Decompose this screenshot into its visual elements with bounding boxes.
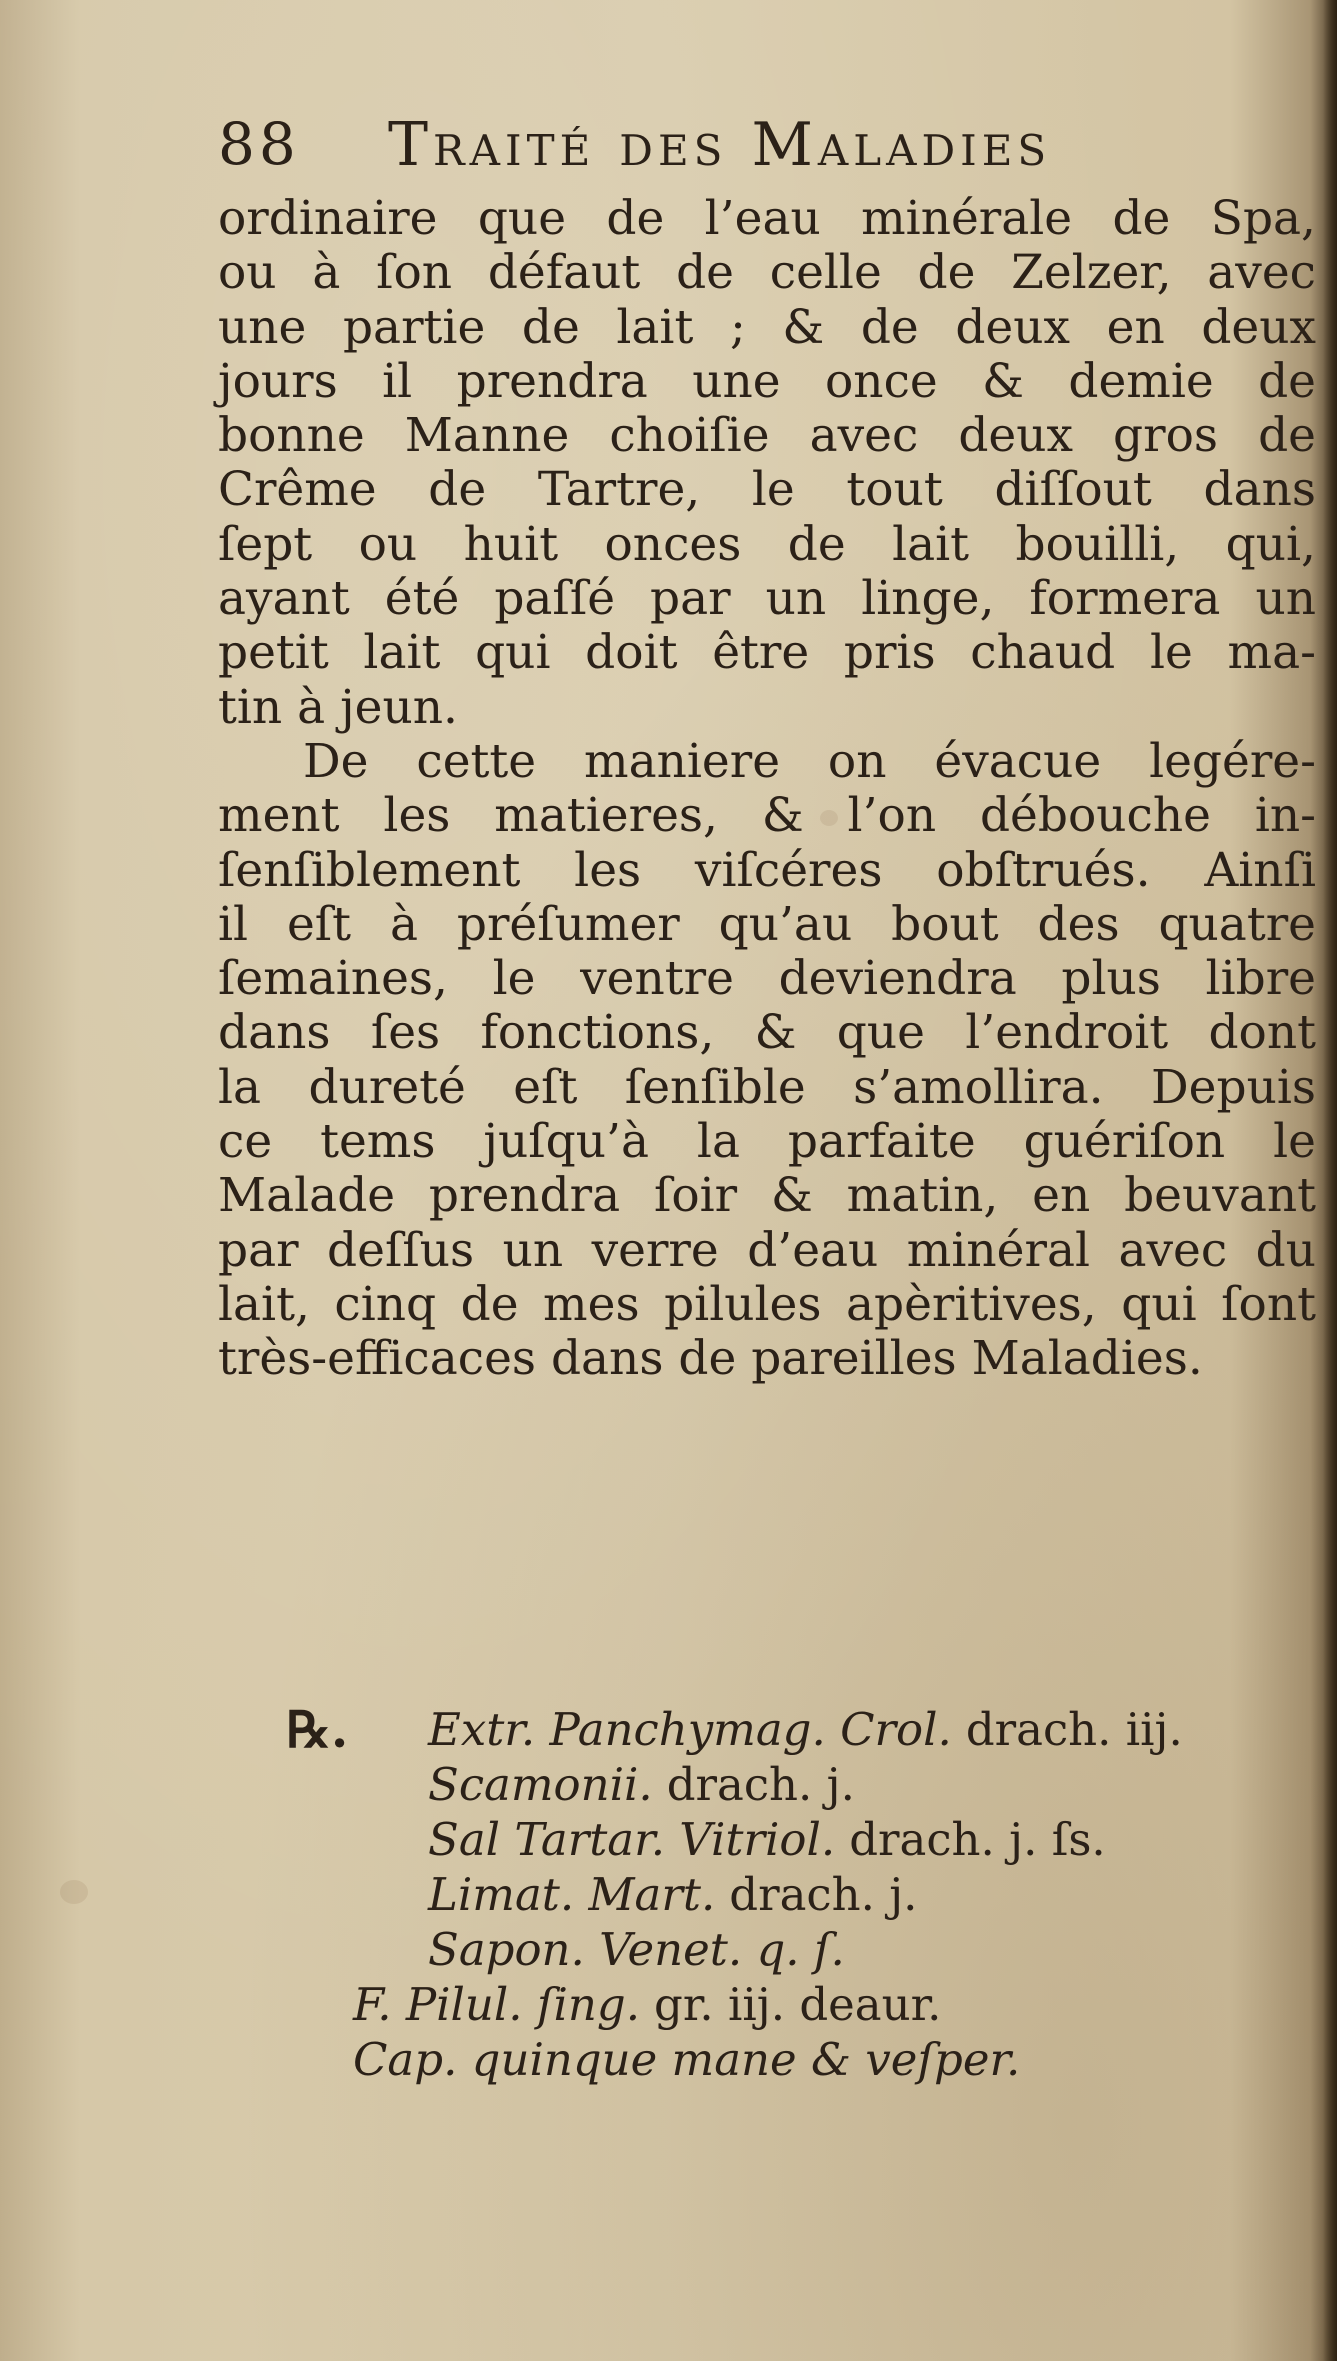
recipe-ingredient [428, 1867, 917, 1922]
recipe-ingredient [428, 1757, 855, 1812]
text-line: jours il prendra une once & demie de [218, 353, 1316, 409]
recipe-symbol: ℞. [286, 1700, 349, 1759]
text-line: tin à jeun. [218, 679, 458, 735]
ingredient-amount: drach. j. [729, 1868, 918, 1921]
recipe-ingredient [353, 2032, 1034, 2087]
recipe-line [218, 1702, 1318, 1757]
ingredient-amount: drach. j. [666, 1758, 855, 1811]
text-line: ment les matieres, & l’on débouche in- [218, 788, 1316, 844]
text-line: petit lait qui doit être pris chaud le ma- [218, 625, 1316, 681]
recipe-ingredient [353, 1977, 941, 2032]
ingredient-amount: drach. j. ſs. [849, 1813, 1106, 1866]
ingredient-name: Scamonii. [428, 1758, 653, 1811]
text-line: Malade prendra ſoir & matin, en beuvant [218, 1168, 1316, 1224]
ingredient-name: Sal Tartar. Vitriol. [428, 1813, 836, 1866]
recipe-line [218, 1812, 1318, 1867]
recipe-ingredient [428, 1812, 1106, 1867]
page-edge-shadow [1323, 0, 1337, 2361]
text-line: il eſt à préſumer qu’au bout des quatre [218, 896, 1316, 952]
ingredient-amount: drach. iij. [965, 1703, 1183, 1756]
text-line: ordinaire que de l’eau minérale de Spa, [218, 191, 1316, 246]
text-line: ſept ou huit onces de lait bouilli, qui, [218, 516, 1316, 572]
ingredient-name: Sapon. Venet. q. ſ. [428, 1923, 845, 1976]
text-line: lait, cinq de mes pilules apèritives, qui ſont [218, 1276, 1316, 1332]
text-line: dans ſes fonctions, & que l’endroit dont [218, 1005, 1316, 1061]
text-line: bonne Manne choiſie avec deux gros de [218, 408, 1316, 464]
text-line: ſenſiblement les viſcéres obſtrués. Ainſi [218, 842, 1316, 898]
text-line: une partie de lait ; & de deux en deux [218, 299, 1316, 355]
page-number: 88 [218, 110, 300, 178]
recipe-line [218, 1867, 1318, 1922]
recipe-line [218, 1977, 1318, 2032]
recipe-ingredient [428, 1702, 1183, 1757]
text-line: ayant été paſſé par un linge, formera un [218, 571, 1316, 627]
recipe-ingredient [428, 1922, 859, 1977]
ingredient-name: Cap. quinque mane & veſper. [353, 2033, 1021, 2086]
recipe-line [218, 2032, 1318, 2087]
text-line: ou à ſon défaut de celle de Zelzer, avec [218, 245, 1316, 301]
paragraph-start: De cette maniere on évacue legére- [303, 733, 1316, 789]
recipe-block [218, 1702, 1318, 2087]
ingredient-name: Limat. Mart. [428, 1868, 716, 1921]
text-line: par deſſus un verre d’eau minéral avec du [218, 1222, 1316, 1278]
text-line: très-efficaces dans de pareilles Maladies. [218, 1331, 1203, 1387]
paper-stain [60, 1880, 88, 1904]
ingredient-name: Extr. Panchymag. Crol. [428, 1703, 952, 1756]
text-line: Crême de Tartre, le tout diſſout dans [218, 462, 1316, 518]
page-header [218, 110, 1318, 192]
text-line: ce tems juſqu’à la parfaite guériſon le [218, 1114, 1316, 1170]
recipe-line [218, 1922, 1318, 1977]
running-title: Traité des Maladies [388, 110, 1052, 180]
recipe-line [218, 1757, 1318, 1812]
text-line: ſemaines, le ventre deviendra plus libre [218, 951, 1316, 1007]
ingredient-amount: gr. iij. deaur. [654, 1978, 942, 2031]
text-block [218, 110, 1318, 1387]
ingredient-name: F. Pilul. ſing. [353, 1978, 641, 2031]
text-line: la dureté eſt ſenſible s’amollira. Depuis [218, 1059, 1316, 1115]
